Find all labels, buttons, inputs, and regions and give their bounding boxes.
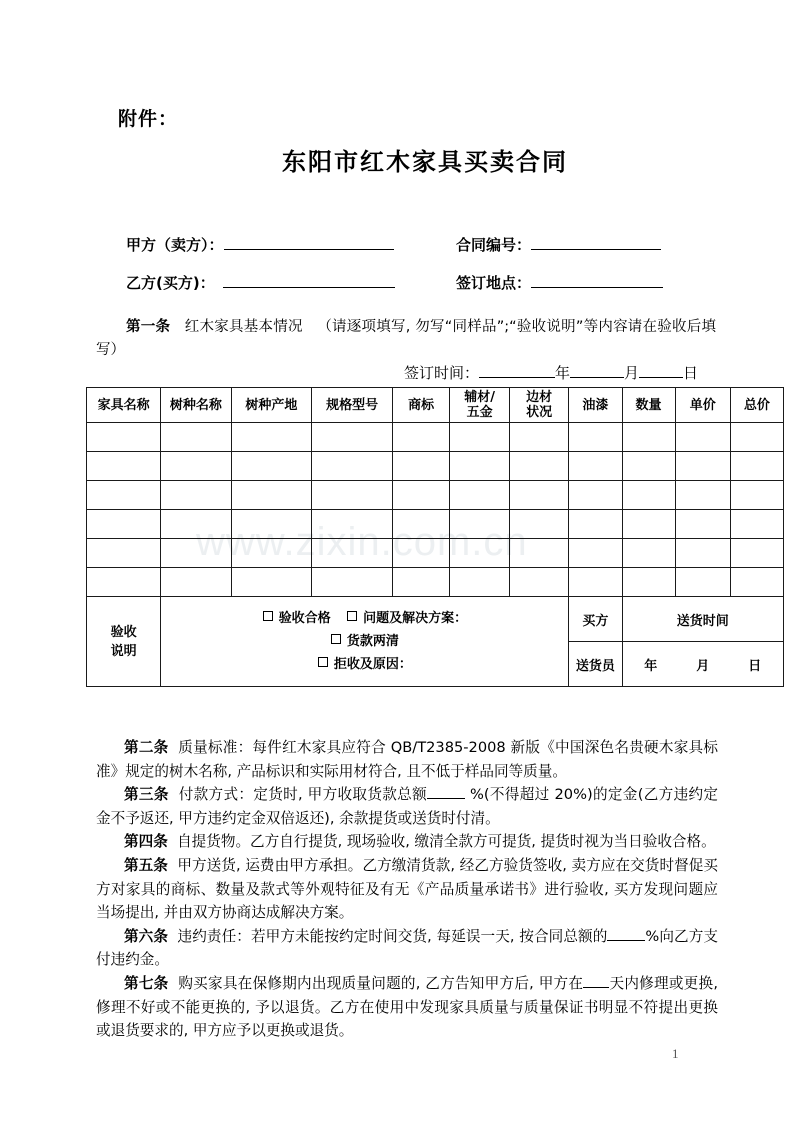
table-cell[interactable] [450,539,510,568]
column-header-trademark: 商标 [393,388,450,423]
table-cell[interactable] [161,568,231,597]
column-header-furniture-name: 家具名称 [87,388,161,423]
column-header-quantity: 数量 [622,388,675,423]
clause-7-number: 第七条 [124,974,169,992]
table-row [87,423,784,452]
table-cell[interactable] [87,452,161,481]
table-cell[interactable] [393,423,450,452]
column-header-spec-model: 规格型号 [312,388,393,423]
deliveryman-cell-label: 送货员 [569,642,622,687]
penalty-percent-blank[interactable] [607,926,645,941]
table-cell[interactable] [161,423,231,452]
sign-time-year-unit: 年 [554,364,570,382]
sign-time-year-blank[interactable] [479,362,555,378]
table-cell[interactable] [675,539,730,568]
sign-time-field [96,362,716,383]
table-cell[interactable] [231,423,312,452]
table-cell[interactable] [312,510,393,539]
table-cell[interactable] [622,481,675,510]
table-cell[interactable] [569,481,622,510]
acceptance-option-2: 问题及解决方案： [363,611,468,626]
clause-2 [96,736,718,783]
contract-no-label: 合同编号： [456,236,532,254]
buyer-input-blank[interactable] [223,272,395,288]
column-header-paint: 油漆 [569,388,622,423]
table-header-row [87,388,784,423]
table-cell[interactable] [450,510,510,539]
column-header-wood-species: 树种名称 [161,388,231,423]
clause-3 [96,783,718,830]
column-header-wood-origin: 树种产地 [231,388,312,423]
clause-one-note: （请逐项填写, 勿写“同样品”;“验收说明”等内容请在验收后填写） [96,319,717,358]
table-body [87,423,784,597]
table-cell[interactable] [87,423,161,452]
contract-no-field [456,234,661,255]
acceptance-label: 验收 说明 [87,597,161,687]
table-cell[interactable] [569,452,622,481]
buyer-label: 乙方(买方)： [126,274,215,292]
table-cell[interactable] [569,510,622,539]
delivery-date-units [625,655,781,674]
clause-7-text-before: 购买家具在保修期内出现质量问题的, 乙方告知甲方后, 甲方在 [178,974,584,992]
seller-input-blank[interactable] [224,234,394,250]
acceptance-option-1: 验收合格 [278,611,331,626]
table-cell[interactable] [730,539,783,568]
table-cell[interactable] [231,481,312,510]
watermark: www.zixin.com.cn [196,520,528,564]
clause-7 [96,972,718,1043]
acceptance-option-3: 货款两清 [346,634,399,649]
table-cell[interactable] [730,423,783,452]
table-cell[interactable] [569,539,622,568]
table-row [87,539,784,568]
table-cell[interactable] [509,452,569,481]
clause-3-number: 第三条 [124,786,169,804]
sign-place-field [456,272,663,293]
clause-one-number: 第一条 [126,319,171,335]
table-cell[interactable] [161,452,231,481]
table-cell[interactable] [675,481,730,510]
table-cell[interactable] [675,423,730,452]
clause-4-text: 自提货物。乙方自行提货, 现场验收, 缴清全款方可提货, 提货时视为当日验收合格。 [177,833,716,851]
acceptance-option-line-2 [161,630,568,653]
table-cell[interactable] [393,452,450,481]
delivery-time-label: 送货时间 [622,597,784,642]
column-header-aux-material: 辅材/ 五金 [450,388,510,423]
table-cell[interactable] [312,423,393,452]
table-cell[interactable] [622,452,675,481]
table-cell[interactable] [675,452,730,481]
sign-time-day-unit: 日 [682,364,698,382]
table-cell[interactable] [393,568,450,597]
delivery-day: 日 [748,658,762,674]
sign-time-month-blank[interactable] [570,362,624,378]
table-cell[interactable] [450,423,510,452]
table-cell[interactable] [87,481,161,510]
clause-6-text-before: 违约责任：若甲方未能按约定时间交货, 每延误一天, 按合同总额的 [177,927,608,945]
acceptance-option-line-3 [161,653,568,676]
sign-time-day-blank[interactable] [639,362,683,378]
table-cell[interactable] [622,510,675,539]
clause-4-number: 第四条 [124,833,168,851]
table-cell[interactable] [161,510,231,539]
acceptance-row-1 [87,597,784,642]
table-cell[interactable] [231,510,312,539]
column-header-unit-price: 单价 [675,388,730,423]
table-row [87,510,784,539]
table-cell[interactable] [312,452,393,481]
table-cell[interactable] [730,481,783,510]
table-cell[interactable] [730,568,783,597]
column-header-total-price: 总价 [730,388,783,423]
table-cell[interactable] [569,423,622,452]
table-cell[interactable] [87,510,161,539]
clause-6-text-after: %向乙方支付违约金。 [96,927,719,969]
clause-4 [96,830,718,854]
table-cell[interactable] [312,568,393,597]
table-cell[interactable] [393,510,450,539]
attachment-label: 附件： [118,108,179,130]
table-cell[interactable] [509,510,569,539]
table-cell[interactable] [509,539,569,568]
party-row-seller [126,234,726,255]
table-cell[interactable] [450,568,510,597]
table-cell[interactable] [509,423,569,452]
furniture-items-table [86,387,784,687]
checkbox-icon[interactable] [263,611,273,621]
table-cell[interactable] [509,568,569,597]
table-cell[interactable] [393,481,450,510]
clause-one-title: 红木家具基本情况 [184,319,303,335]
table-row [87,481,784,510]
table-cell[interactable] [569,568,622,597]
column-header-sapwood-condition: 边材 状况 [509,388,569,423]
party-row-buyer [126,272,726,293]
sign-time-month-unit: 月 [623,364,639,382]
checkbox-icon[interactable] [331,634,341,644]
acceptance-option-4: 拒收及原因： [333,657,412,672]
acceptance-options [161,597,569,687]
table-cell[interactable] [622,423,675,452]
table-cell[interactable] [730,452,783,481]
table-row [87,568,784,597]
clause-6-number: 第六条 [124,927,169,945]
delivery-year: 年 [644,658,658,674]
delivery-month: 月 [696,658,710,674]
table-cell[interactable] [675,568,730,597]
table-cell[interactable] [730,510,783,539]
table-cell[interactable] [675,510,730,539]
sign-place-label: 签订地点： [456,274,532,292]
clause-5-number: 第五条 [124,856,168,874]
table-cell[interactable] [509,481,569,510]
seller-field [126,234,456,255]
table-cell[interactable] [450,452,510,481]
table-cell[interactable] [231,539,312,568]
page-title: 东阳市红木家具买卖合同 [282,148,568,176]
table-cell[interactable] [622,568,675,597]
deposit-percent-blank[interactable] [427,784,465,799]
table-cell[interactable] [231,568,312,597]
clause-3-text-after: %(不得超过 20%)的定金(乙方违约定金不予返还, 甲方违约定金双倍返还), 余款提货或送货时付清。 [96,786,719,827]
sign-time-label: 签订时间： [403,364,479,382]
sign-place-input-blank[interactable] [531,272,663,288]
repair-days-blank[interactable] [583,973,609,988]
clause-6 [96,925,718,972]
table-row [87,452,784,481]
table-cell[interactable] [450,481,510,510]
table-cell[interactable] [87,539,161,568]
table-cell[interactable] [231,452,312,481]
buyer-cell-label: 买方 [569,597,622,642]
buyer-field [126,272,456,293]
seller-label: 甲方（卖方）： [126,236,224,254]
table-cell[interactable] [312,481,393,510]
table-cell[interactable] [161,481,231,510]
table-cell[interactable] [161,539,231,568]
clause-5-text: 甲方送货, 运费由甲方承担。乙方缴清货款, 经乙方验货签收, 卖方应在交货时督促买方对家具的商标、数量及款式等外观特征及有无《产品质量承诺书》进行验收, 买方发现问题应当场提出, 并由双方协商达成解决方案。 [96,856,718,922]
contract-no-input-blank[interactable] [531,234,661,250]
clause-2-text: 质量标准：每件红木家具应符合 QB/T2385-2008 新版《中国深色名贵硬木家具标准》规定的树木名称, 产品标识和实际用材符合, 且不低于样品同等质量。 [96,739,718,780]
checkbox-icon[interactable] [347,611,357,621]
clause-3-text-before: 付款方式：定货时, 甲方收取货款总额 [178,786,428,804]
delivery-date-cell[interactable] [622,642,784,687]
clause-5 [96,854,718,925]
page-number: 1 [672,1046,679,1061]
clause-7-text-after: 天内修理或更换, 修理不好或不能更换的, 予以退货。乙方在使用中发现家具质量与质量保证书明显不符提出更换或退货要求的, 甲方应予以更换或退货。 [96,974,719,1040]
contract-clauses [96,736,718,1043]
table-cell[interactable] [393,539,450,568]
clause-2-number: 第二条 [124,739,169,756]
clause-one [96,316,716,362]
table-cell[interactable] [622,539,675,568]
checkbox-icon[interactable] [318,657,328,667]
table-cell[interactable] [87,568,161,597]
acceptance-option-line-1 [161,607,568,630]
table-cell[interactable] [312,539,393,568]
